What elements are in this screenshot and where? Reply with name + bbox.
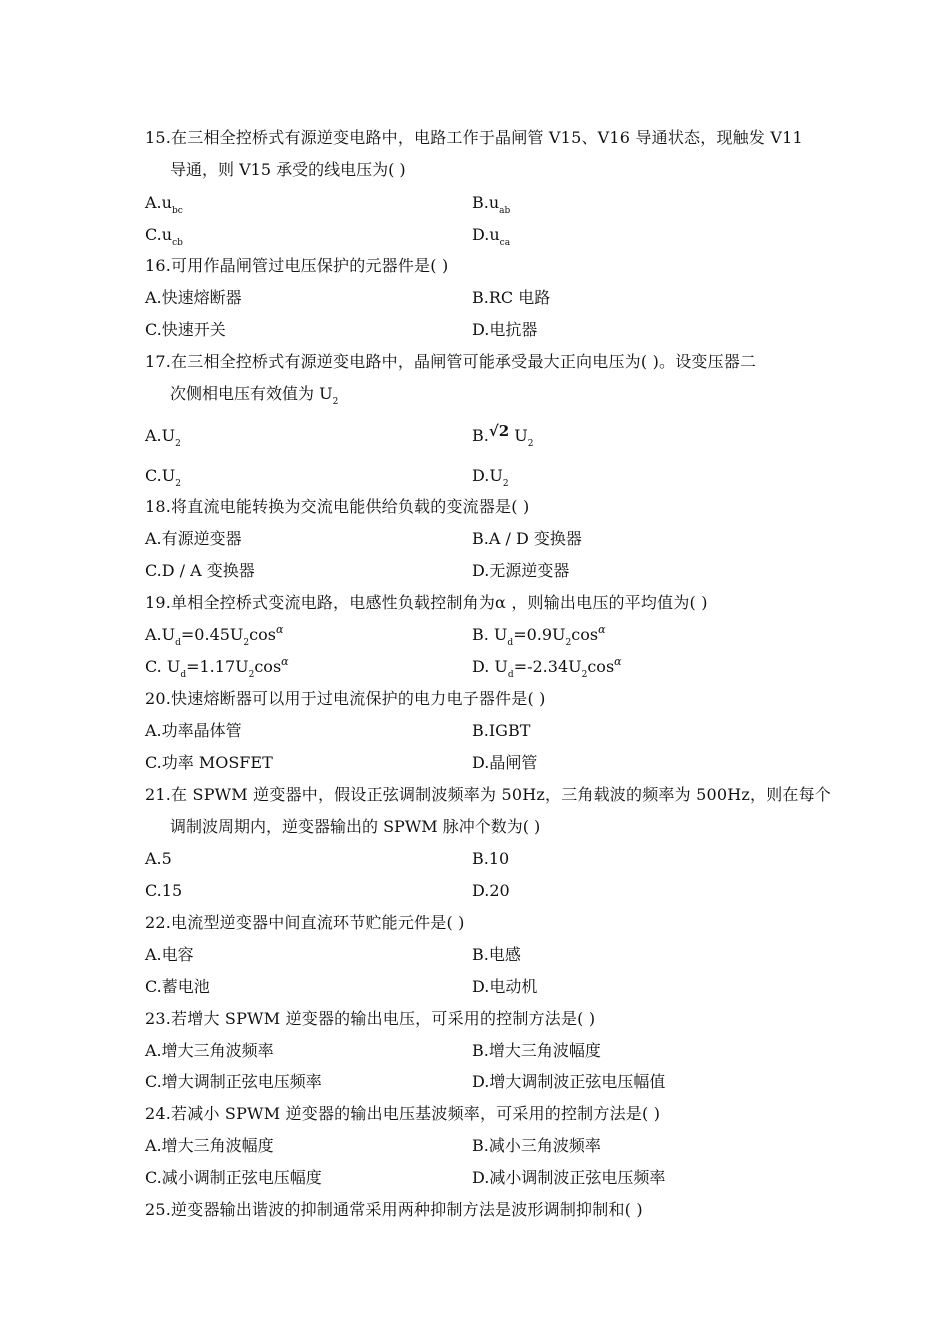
option-15-b: $B.u_{ab}$ — [472, 193, 511, 216]
question-21-stem-cont: 调制波周期内，逆变器输出的 SPWM 脉冲个数为( ) — [170, 817, 541, 836]
option-15-c: $C.u_{cb}$ — [145, 225, 183, 248]
question-18-stem: 18.将直流电能转换为交流电能供给负载的变流器是( ) — [145, 497, 530, 516]
question-22-stem: 22.电流型逆变器中间直流环节贮能元件是( ) — [145, 913, 465, 932]
option-21-c: C.15 — [145, 881, 183, 900]
option-15-a: $A.u_{bc}$ — [145, 193, 183, 216]
question-21-stem: 21.在 SPWM 逆变器中，假设正弦调制波频率为 50Hz，三角载波的频率为 500Hz，则在每个 — [145, 785, 832, 804]
option-23-c: C.增大调制正弦电压频率 — [145, 1072, 322, 1091]
question-16-stem: 16.可用作晶闸管过电压保护的元器件是( ) — [145, 256, 449, 275]
question-25-stem: 25.逆变器输出谐波的抑制通常采用两种抑制方法是波形调制抑制和( ) — [145, 1200, 643, 1219]
option-24-c: C.减小调制正弦电压幅度 — [145, 1168, 322, 1187]
option-17-d: $D.U_2$ — [472, 466, 509, 489]
option-18-c: C.D / A 变换器 — [145, 561, 255, 580]
option-19-d: D. $U_d=-2.34U_2\cos^\alpha$ — [472, 655, 622, 680]
option-21-a: A.5 — [145, 849, 172, 868]
option-20-c: C.功率 MOSFET — [145, 753, 273, 772]
option-18-b: B.A / D 变换器 — [472, 529, 582, 548]
option-16-a: A.快速熔断器 — [145, 288, 242, 307]
option-22-d: D.电动机 — [472, 977, 538, 996]
option-23-b: B.增大三角波幅度 — [472, 1041, 601, 1060]
question-24-stem: 24.若减小 SPWM 逆变器的输出电压基波频率，可采用的控制方法是( ) — [145, 1104, 661, 1123]
option-15-d: $D.u_{ca}$ — [472, 225, 511, 248]
option-22-c: C.蓄电池 — [145, 977, 210, 996]
option-20-d: D.晶闸管 — [472, 753, 538, 772]
option-18-a: A.有源逆变器 — [145, 529, 242, 548]
sqrt2-symbol: √2 — [488, 422, 510, 440]
option-17-b: B.√2 $U_2$ — [472, 422, 534, 449]
question-23-stem: 23.若增大 SPWM 逆变器的输出电压，可采用的控制方法是( ) — [145, 1009, 596, 1028]
option-19-a: $A.U_d=0.45U_2\cos^\alpha$ — [145, 623, 284, 648]
option-16-c: C.快速开关 — [145, 320, 226, 339]
option-24-b: B.减小三角波频率 — [472, 1136, 601, 1155]
option-22-a: A.电容 — [145, 945, 194, 964]
option-24-a: A.增大三角波幅度 — [145, 1136, 274, 1155]
option-22-b: B.电感 — [472, 945, 521, 964]
option-16-d: D.电抗器 — [472, 320, 538, 339]
question-15-stem-cont: 导通，则 V15 承受的线电压为( ) — [170, 160, 406, 179]
option-17-c: $C.U_2$ — [145, 466, 181, 489]
option-17-a: $A.U_2$ — [145, 426, 181, 449]
option-18-d: D.无源逆变器 — [472, 561, 570, 580]
option-21-d: D.20 — [472, 881, 510, 900]
option-20-a: A.功率晶体管 — [145, 721, 242, 740]
question-17-stem: 17.在三相全控桥式有源逆变电路中，晶闸管可能承受最大正向电压为( )。设变压器二 — [145, 352, 757, 371]
question-17-stem-cont: 次侧相电压有效值为 $U_2$ — [170, 384, 339, 407]
option-20-b: B.IGBT — [472, 721, 531, 740]
option-24-d: D.减小调制波正弦电压频率 — [472, 1168, 666, 1187]
question-20-stem: 20.快速熔断器可以用于过电流保护的电力电子器件是( ) — [145, 689, 546, 708]
question-15-stem: 15.在三相全控桥式有源逆变电路中，电路工作于晶闸管 V15、V16 导通状态，现触发 V11 — [145, 128, 803, 147]
option-21-b: B.10 — [472, 849, 510, 868]
option-19-c: C. $U_d=1.17U_2\cos^\alpha$ — [145, 655, 289, 680]
option-16-b: B.RC 电路 — [472, 288, 551, 307]
option-23-d: D.增大调制波正弦电压幅值 — [472, 1072, 666, 1091]
option-19-b: B. $U_d=0.9U_2\cos^\alpha$ — [472, 623, 606, 648]
option-23-a: A.增大三角波频率 — [145, 1041, 274, 1060]
question-19-stem: 19.单相全控桥式变流电路，电感性负载控制角为α ，则输出电压的平均值为( ) — [145, 593, 708, 612]
